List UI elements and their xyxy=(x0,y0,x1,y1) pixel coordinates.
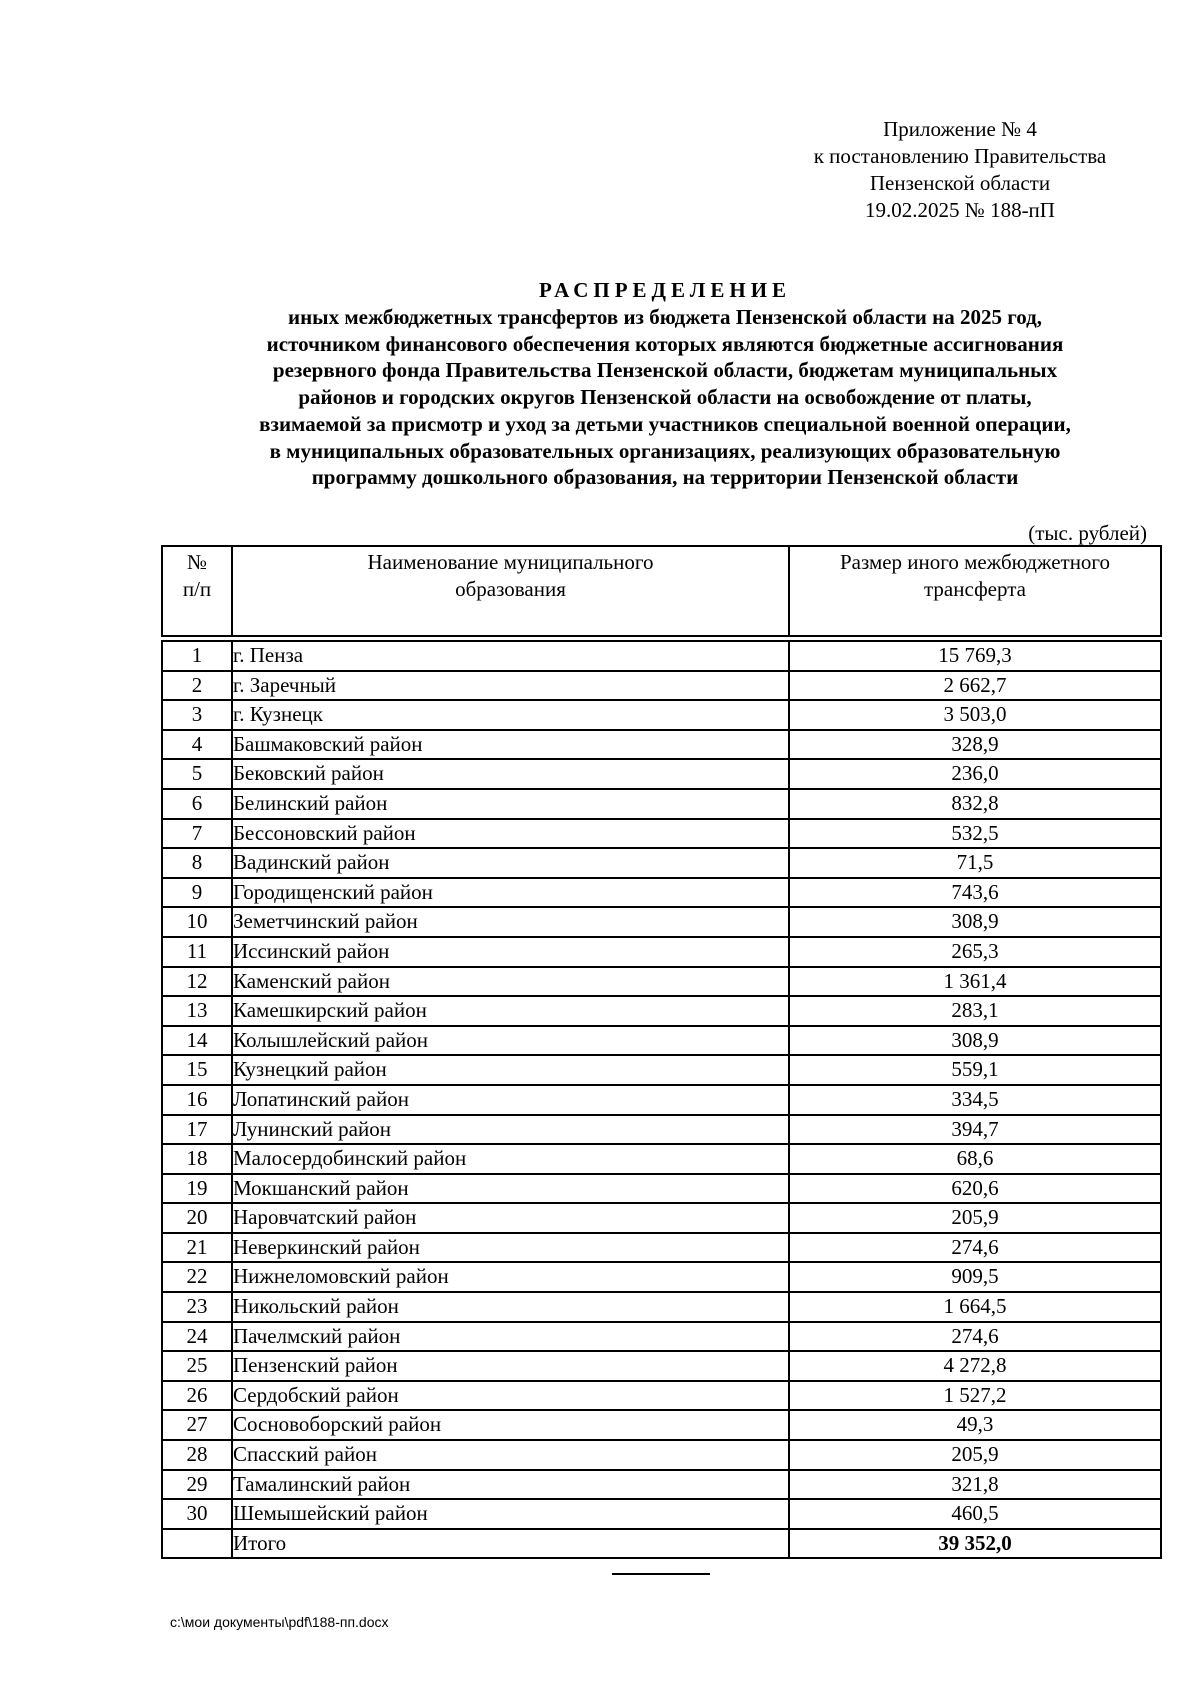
header-municipality-line: образования xyxy=(455,577,566,601)
table-row xyxy=(162,1055,1161,1085)
row-number: 8 xyxy=(162,848,232,878)
header-number xyxy=(162,546,232,636)
appendix-decree-ref: к постановлению Правительства xyxy=(813,144,1107,168)
table-row xyxy=(162,1440,1161,1470)
row-number: 21 xyxy=(162,1233,232,1263)
transfer-amount: 49,3 xyxy=(789,1410,1161,1440)
municipality-name: Иссинский район xyxy=(232,937,789,967)
row-number: 20 xyxy=(162,1203,232,1233)
municipality-name: Кузнецкий район xyxy=(232,1055,789,1085)
transfer-amount: 743,6 xyxy=(789,878,1161,908)
municipality-name: Мокшанский район xyxy=(232,1174,789,1204)
table-row xyxy=(162,1499,1161,1529)
transfer-amount: 832,8 xyxy=(789,789,1161,819)
municipality-name: Лопатинский район xyxy=(232,1085,789,1115)
municipality-name: Белинский район xyxy=(232,789,789,819)
transfer-amount: 328,9 xyxy=(789,730,1161,760)
table-row xyxy=(162,996,1161,1026)
transfer-amount: 334,5 xyxy=(789,1085,1161,1115)
municipality-name: Наровчатский район xyxy=(232,1203,789,1233)
subtitle-line: резервного фонда Правительства Пензенской области, бюджетам муниципальных xyxy=(272,358,1058,383)
transfer-amount: 2 662,7 xyxy=(789,671,1161,701)
row-number: 15 xyxy=(162,1055,232,1085)
header-transfer-amount xyxy=(789,546,1161,636)
table-row xyxy=(162,907,1161,937)
row-number: 11 xyxy=(162,937,232,967)
total-number-cell xyxy=(162,1529,232,1559)
row-number: 9 xyxy=(162,878,232,908)
municipality-name: Бековский район xyxy=(232,759,789,789)
row-number: 3 xyxy=(162,700,232,730)
row-number: 22 xyxy=(162,1262,232,1292)
transfer-amount: 71,5 xyxy=(789,848,1161,878)
subtitle-line: в муниципальных образовательных организациях, реализующих образовательную xyxy=(269,438,1061,463)
end-dash-line xyxy=(612,1573,710,1575)
table-row xyxy=(162,671,1161,701)
row-number: 23 xyxy=(162,1292,232,1322)
transfer-amount: 460,5 xyxy=(789,1499,1161,1529)
transfer-amount: 236,0 xyxy=(789,759,1161,789)
row-number: 24 xyxy=(162,1322,232,1352)
table-row xyxy=(162,1292,1161,1322)
row-number: 19 xyxy=(162,1174,232,1204)
appendix-date-number: 19.02.2025 № 188-пП xyxy=(865,198,1055,222)
municipality-name: Пачелмский район xyxy=(232,1322,789,1352)
table-row xyxy=(162,641,1161,671)
municipality-name: Малосердобинский район xyxy=(232,1144,789,1174)
row-number: 13 xyxy=(162,996,232,1026)
document-subtitle xyxy=(120,304,1200,491)
table-row xyxy=(162,967,1161,997)
transfer-amount: 68,6 xyxy=(789,1144,1161,1174)
appendix-number: Приложение № 4 xyxy=(883,117,1037,141)
municipality-name: Земетчинский район xyxy=(232,907,789,937)
transfer-amount: 205,9 xyxy=(789,1440,1161,1470)
table-row xyxy=(162,1381,1161,1411)
appendix-region: Пензенской области xyxy=(869,171,1051,195)
municipality-name: Шемышейский район xyxy=(232,1499,789,1529)
transfer-amount: 274,6 xyxy=(789,1233,1161,1263)
units-label: (тыс. рублей) xyxy=(1028,521,1147,545)
municipality-name: Лунинский район xyxy=(232,1115,789,1145)
municipality-name: Тамалинский район xyxy=(232,1470,789,1500)
transfer-amount: 265,3 xyxy=(789,937,1161,967)
subtitle-line: источником финансового обеспечения которых являются бюджетные ассигнования xyxy=(266,331,1064,356)
subtitle-line: взимаемой за присмотр и уход за детьми участников специальной военной операции, xyxy=(259,411,1071,436)
municipality-name: Башмаковский район xyxy=(232,730,789,760)
table-row xyxy=(162,1174,1161,1204)
table-row xyxy=(162,759,1161,789)
table-row xyxy=(162,730,1161,760)
row-number: 10 xyxy=(162,907,232,937)
municipality-name: Каменский район xyxy=(232,967,789,997)
municipality-name: Спасский район xyxy=(232,1440,789,1470)
table-row xyxy=(162,700,1161,730)
table-row xyxy=(162,1410,1161,1440)
table-row xyxy=(162,1203,1161,1233)
municipality-name: Сердобский район xyxy=(232,1381,789,1411)
header-municipality xyxy=(232,546,789,636)
row-number: 7 xyxy=(162,819,232,849)
municipality-name: Пензенский район xyxy=(232,1351,789,1381)
transfer-amount: 321,8 xyxy=(789,1470,1161,1500)
municipality-name: Неверкинский район xyxy=(232,1233,789,1263)
table-row xyxy=(162,1351,1161,1381)
row-number: 27 xyxy=(162,1410,232,1440)
distribution-table xyxy=(161,545,1162,1559)
municipality-name: Бессоновский район xyxy=(232,819,789,849)
table-row xyxy=(162,937,1161,967)
row-number: 25 xyxy=(162,1351,232,1381)
total-row xyxy=(162,1529,1161,1559)
transfer-amount: 308,9 xyxy=(789,907,1161,937)
municipality-name: Вадинский район xyxy=(232,848,789,878)
municipality-name: г. Кузнецк xyxy=(232,700,789,730)
transfer-amount: 1 361,4 xyxy=(789,967,1161,997)
table-row xyxy=(162,1233,1161,1263)
table-header-row xyxy=(162,546,1161,636)
document-title: РАСПРЕДЕЛЕНИЕ xyxy=(538,278,792,302)
municipality-name: г. Заречный xyxy=(232,671,789,701)
subtitle-line: программу дошкольного образования, на территории Пензенской области xyxy=(311,465,1019,490)
footer-file-path: c:\мои документы\pdf\188-пп.docx xyxy=(170,1614,389,1630)
row-number: 18 xyxy=(162,1144,232,1174)
row-number: 1 xyxy=(162,641,232,671)
row-number: 6 xyxy=(162,789,232,819)
table-row xyxy=(162,1085,1161,1115)
municipality-name: Колышлейский район xyxy=(232,1026,789,1056)
header-number-line: № xyxy=(186,550,208,574)
transfer-amount: 1 527,2 xyxy=(789,1381,1161,1411)
row-number: 16 xyxy=(162,1085,232,1115)
table-body xyxy=(162,636,1161,1558)
transfer-amount: 15 769,3 xyxy=(789,641,1161,671)
transfer-amount: 205,9 xyxy=(789,1203,1161,1233)
row-number: 12 xyxy=(162,967,232,997)
row-number: 2 xyxy=(162,671,232,701)
transfer-amount: 620,6 xyxy=(789,1174,1161,1204)
municipality-name: Никольский район xyxy=(232,1292,789,1322)
municipality-name: Камешкирский район xyxy=(232,996,789,1026)
transfer-amount: 283,1 xyxy=(789,996,1161,1026)
table-row xyxy=(162,1470,1161,1500)
total-label: Итого xyxy=(232,1529,789,1559)
subtitle-line: районов и городских округов Пензенской области на освобождение от платы, xyxy=(298,385,1032,410)
transfer-amount: 559,1 xyxy=(789,1055,1161,1085)
row-number: 28 xyxy=(162,1440,232,1470)
row-number: 5 xyxy=(162,759,232,789)
transfer-amount: 308,9 xyxy=(789,1026,1161,1056)
table-row xyxy=(162,1262,1161,1292)
table-row xyxy=(162,1026,1161,1056)
header-number-line: п/п xyxy=(182,577,212,601)
municipality-name: Нижнеломовский район xyxy=(232,1262,789,1292)
table-row xyxy=(162,878,1161,908)
table-row xyxy=(162,819,1161,849)
table-row xyxy=(162,1115,1161,1145)
transfer-amount: 909,5 xyxy=(789,1262,1161,1292)
table-row xyxy=(162,1144,1161,1174)
transfer-amount: 532,5 xyxy=(789,819,1161,849)
transfer-amount: 394,7 xyxy=(789,1115,1161,1145)
municipality-name: г. Пенза xyxy=(232,641,789,671)
table-row xyxy=(162,789,1161,819)
row-number: 30 xyxy=(162,1499,232,1529)
row-number: 4 xyxy=(162,730,232,760)
row-number: 17 xyxy=(162,1115,232,1145)
row-number: 14 xyxy=(162,1026,232,1056)
municipality-name: Сосновоборский район xyxy=(232,1410,789,1440)
header-amount-line: трансферта xyxy=(924,577,1026,601)
table-row xyxy=(162,1322,1161,1352)
row-number: 26 xyxy=(162,1381,232,1411)
row-number: 29 xyxy=(162,1470,232,1500)
transfer-amount: 274,6 xyxy=(789,1322,1161,1352)
total-amount: 39 352,0 xyxy=(789,1529,1161,1559)
transfer-amount: 1 664,5 xyxy=(789,1292,1161,1322)
subtitle-line: иных межбюджетных трансфертов из бюджета Пензенской области на 2025 год, xyxy=(287,305,1043,329)
header-municipality-line: Наименование муниципального xyxy=(367,550,654,574)
municipality-name: Городищенский район xyxy=(232,878,789,908)
transfer-amount: 4 272,8 xyxy=(789,1351,1161,1381)
transfer-amount: 3 503,0 xyxy=(789,700,1161,730)
appendix-header xyxy=(770,116,1150,224)
table-row xyxy=(162,848,1161,878)
header-amount-line: Размер иного межбюджетного xyxy=(839,550,1111,574)
